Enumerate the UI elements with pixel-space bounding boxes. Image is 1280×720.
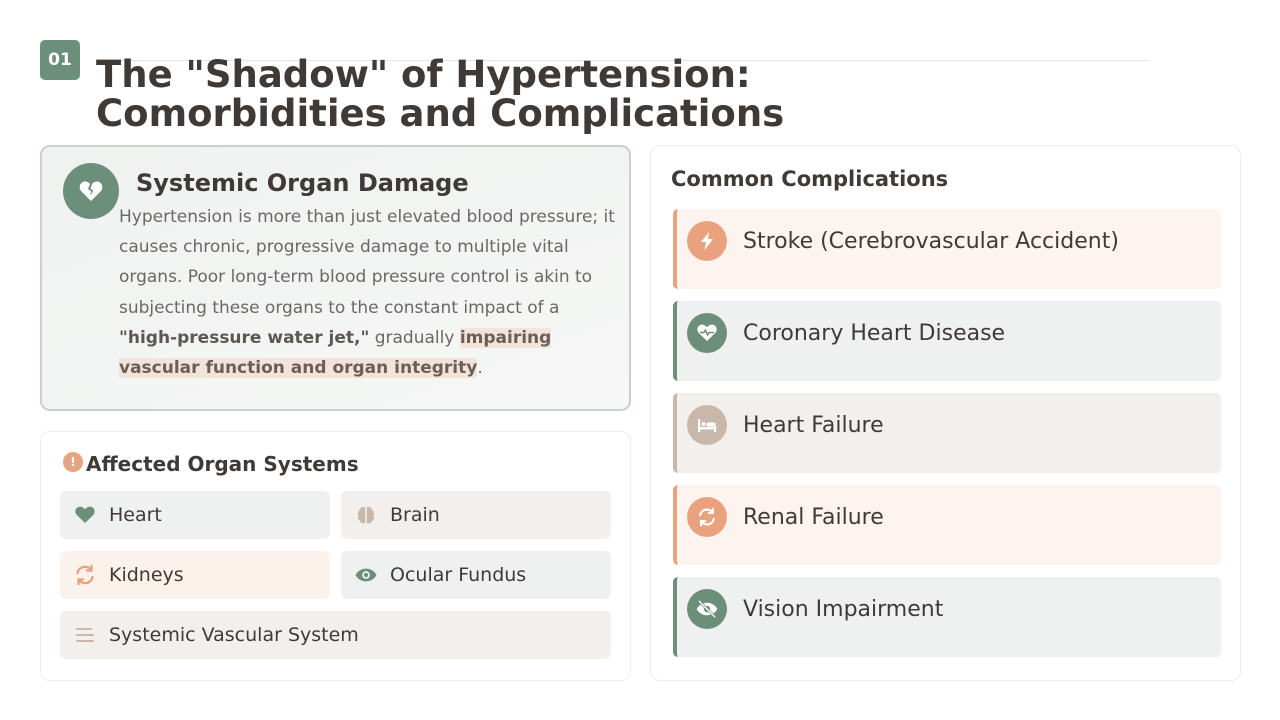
affected-organs-heading: Affected Organ Systems — [86, 452, 359, 476]
organ-item-ocular-fundus — [341, 551, 611, 599]
title-line-1: The "Shadow" of Hypertension: — [96, 53, 751, 96]
refresh-icon — [74, 564, 96, 586]
title-line-2: Comorbidities and Complications — [96, 92, 785, 135]
complication-label: Coronary Heart Disease — [743, 321, 1006, 346]
organ-label: Heart — [109, 504, 162, 526]
lines-icon — [74, 624, 96, 646]
brain-icon — [355, 504, 377, 526]
complication-stroke — [673, 209, 1221, 289]
organ-item-kidneys — [60, 551, 330, 599]
organ-label: Brain — [390, 504, 440, 526]
complication-coronary-heart-disease — [673, 301, 1221, 381]
heart-pulse-icon — [687, 313, 727, 353]
highlighted-text: impairing vascular function and organ integrity — [119, 327, 552, 379]
section-number-badge: 01 — [40, 40, 80, 80]
organ-item-heart — [60, 491, 330, 539]
page-title — [96, 55, 856, 133]
bolt-icon — [687, 221, 727, 261]
complication-vision-impairment — [673, 577, 1221, 657]
alert-icon: ! — [63, 452, 83, 472]
bed-icon — [687, 405, 727, 445]
heart-crack-icon — [63, 163, 119, 219]
organ-item-vascular-system — [60, 611, 611, 659]
complication-renal-failure — [673, 485, 1221, 565]
complications-card — [650, 145, 1241, 681]
complication-label: Vision Impairment — [743, 597, 944, 622]
complication-label: Heart Failure — [743, 413, 884, 438]
affected-organs-card — [40, 431, 631, 681]
organ-label: Kidneys — [109, 564, 184, 586]
complication-heart-failure — [673, 393, 1221, 473]
organ-item-brain — [341, 491, 611, 539]
complications-heading: Common Complications — [671, 167, 949, 191]
complication-label: Renal Failure — [743, 505, 884, 530]
organ-label: Systemic Vascular System — [109, 624, 359, 646]
heart-icon — [74, 504, 96, 526]
eye-icon — [355, 564, 377, 586]
sync-icon — [687, 497, 727, 537]
complication-label: Stroke (Cerebrovascular Accident) — [743, 229, 1119, 254]
emphasis-text: "high-pressure water jet," — [119, 327, 370, 348]
organ-damage-heading: Systemic Organ Damage — [136, 169, 469, 197]
eye-slash-icon — [687, 589, 727, 629]
organ-damage-card — [40, 145, 631, 411]
organ-damage-description: Hypertension is more than just elevated blood pressure; it causes chronic, progressive damage to multiple vital organs. Poor long-term blood pressure control is akin to subjecting these organs to the constant impact of a "high-pressure water jet," gradually impairing vascular function and organ integrity. — [119, 207, 615, 379]
organ-label: Ocular Fundus — [390, 564, 527, 586]
